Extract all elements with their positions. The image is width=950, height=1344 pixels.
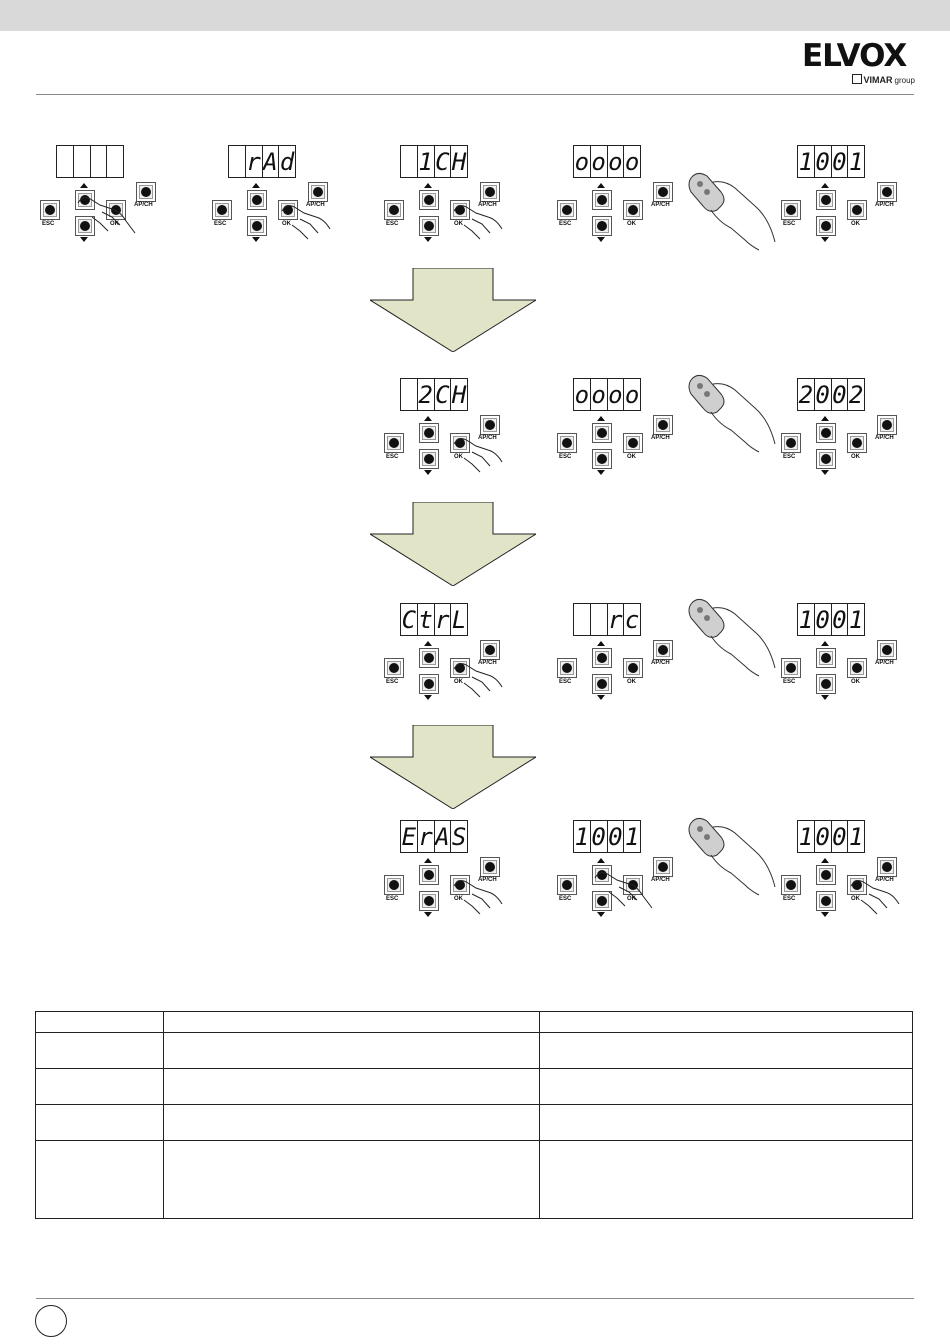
up-button[interactable]: [816, 423, 836, 443]
led-display: o o o o: [573, 145, 641, 178]
down-arrow-icon: [597, 470, 605, 475]
table-row: [36, 1105, 913, 1141]
esc-button[interactable]: [781, 433, 801, 453]
ok-label: OK: [454, 221, 463, 227]
apch-label: AP/CH: [875, 660, 894, 666]
table-cell: [163, 1141, 540, 1219]
down-button[interactable]: [592, 674, 612, 694]
finger-press-ok-icon: [781, 820, 901, 930]
panel-r1-3: [384, 145, 504, 255]
panel-r1-5: [781, 145, 901, 255]
up-arrow-icon: [821, 641, 829, 646]
ok-label: OK: [627, 454, 636, 460]
ok-label: OK: [627, 896, 636, 902]
down-button[interactable]: [592, 216, 612, 236]
table-cell: [36, 1069, 164, 1105]
ok-button[interactable]: [623, 658, 643, 678]
down-button[interactable]: [592, 449, 612, 469]
footer-divider: [36, 1298, 914, 1299]
esc-label: ESC: [42, 221, 55, 227]
panel-r4-1: [384, 820, 504, 930]
esc-label: ESC: [386, 454, 399, 460]
apch-label: AP/CH: [875, 435, 894, 441]
apch-label: AP/CH: [478, 877, 497, 883]
ok-button[interactable]: [623, 200, 643, 220]
esc-label: ESC: [386, 896, 399, 902]
logo-wordmark: ELVOX: [802, 38, 907, 74]
panel-r4-2: [557, 820, 677, 930]
panel-r3-1: [384, 603, 504, 713]
up-button[interactable]: [816, 648, 836, 668]
up-button[interactable]: [592, 190, 612, 210]
table-row: [36, 1141, 913, 1219]
finger-press-ok-icon: [384, 378, 504, 488]
table-cell: [540, 1141, 913, 1219]
ok-button[interactable]: [847, 200, 867, 220]
down-arrow-icon: [821, 470, 829, 475]
esc-label: ESC: [783, 221, 796, 227]
table-cell: [540, 1033, 913, 1069]
vimar-icon: [852, 74, 862, 84]
ok-button[interactable]: [847, 658, 867, 678]
table-cell: [163, 1069, 540, 1105]
panel-r1-1: [40, 145, 160, 255]
esc-label: ESC: [783, 896, 796, 902]
ok-label: OK: [851, 896, 860, 902]
ok-label: OK: [454, 679, 463, 685]
panel-r2-1: [384, 378, 504, 488]
panel-r1-2: [212, 145, 332, 255]
table-cell: [163, 1105, 540, 1141]
ok-label: OK: [851, 679, 860, 685]
elvox-logo: [802, 40, 917, 90]
flow-arrow-down-icon: [370, 268, 536, 352]
apch-label: AP/CH: [651, 877, 670, 883]
apch-label: AP/CH: [478, 435, 497, 441]
table-cell: [540, 1105, 913, 1141]
vimar-group-label: VIMAR group: [852, 74, 915, 85]
led-display: C t r L: [400, 603, 468, 636]
page-number-circle: [35, 1305, 67, 1337]
led-display: E r A S: [400, 820, 468, 853]
apch-label: AP/CH: [306, 202, 325, 208]
led-display: 1 0 0 1: [797, 603, 865, 636]
table-cell: [36, 1012, 164, 1033]
ok-label: OK: [454, 896, 463, 902]
esc-label: ESC: [559, 454, 572, 460]
panel-r3-2: [557, 603, 677, 713]
parameter-table: [35, 1011, 913, 1219]
finger-press-ok-icon: [384, 145, 504, 255]
esc-label: ESC: [559, 221, 572, 227]
apch-label: AP/CH: [651, 202, 670, 208]
up-arrow-icon: [597, 183, 605, 188]
table-cell: [163, 1033, 540, 1069]
ok-label: OK: [627, 221, 636, 227]
esc-button[interactable]: [781, 658, 801, 678]
apch-button[interactable]: [877, 640, 897, 660]
up-arrow-icon: [597, 416, 605, 421]
finger-press-up-icon: [40, 145, 160, 255]
ok-label: OK: [851, 221, 860, 227]
esc-button[interactable]: [781, 200, 801, 220]
esc-label: ESC: [783, 454, 796, 460]
down-arrow-icon: [597, 237, 605, 242]
led-display: o o o o: [573, 378, 641, 411]
apch-button[interactable]: [653, 640, 673, 660]
led-display: 1 0 0 1: [797, 820, 865, 853]
top-header-bar: [0, 0, 950, 31]
apch-button[interactable]: [877, 415, 897, 435]
up-arrow-icon: [821, 183, 829, 188]
apch-button[interactable]: [653, 182, 673, 202]
up-button[interactable]: [816, 190, 836, 210]
esc-label: ESC: [559, 679, 572, 685]
up-arrow-icon: [821, 416, 829, 421]
table-cell: [540, 1069, 913, 1105]
up-button[interactable]: [592, 648, 612, 668]
up-button[interactable]: [592, 423, 612, 443]
table-cell: [540, 1012, 913, 1033]
esc-button[interactable]: [557, 200, 577, 220]
ok-label: OK: [851, 454, 860, 460]
esc-label: ESC: [386, 221, 399, 227]
led-display: 1 0 0 1: [797, 145, 865, 178]
apch-label: AP/CH: [651, 660, 670, 666]
remote-control-icon: [685, 170, 777, 252]
remote-control-icon: [685, 815, 777, 897]
panel-r2-3: [781, 378, 901, 488]
finger-press-up-icon: [557, 820, 677, 930]
apch-button[interactable]: [877, 182, 897, 202]
esc-label: ESC: [559, 896, 572, 902]
led-display: r c: [573, 603, 641, 636]
ok-label: OK: [110, 221, 119, 227]
led-display: 1 C H: [400, 145, 468, 178]
down-arrow-icon: [821, 237, 829, 242]
down-button[interactable]: [816, 674, 836, 694]
table-cell: [36, 1033, 164, 1069]
led-display: r A d: [228, 145, 296, 178]
apch-label: AP/CH: [478, 202, 497, 208]
up-arrow-icon: [597, 641, 605, 646]
table-cell: [36, 1141, 164, 1219]
ok-label: OK: [627, 679, 636, 685]
apch-button[interactable]: [653, 415, 673, 435]
down-arrow-icon: [821, 695, 829, 700]
panel-r4-3: [781, 820, 901, 930]
table-row: [36, 1012, 913, 1033]
esc-label: ESC: [214, 221, 227, 227]
table-row: [36, 1069, 913, 1105]
remote-control-icon: [685, 596, 777, 678]
panel-r3-3: [781, 603, 901, 713]
esc-button[interactable]: [557, 658, 577, 678]
apch-label: AP/CH: [651, 435, 670, 441]
apch-label: AP/CH: [134, 202, 153, 208]
table-cell: [163, 1012, 540, 1033]
finger-press-ok-icon: [212, 145, 332, 255]
finger-press-ok-icon: [384, 603, 504, 713]
esc-button[interactable]: [557, 433, 577, 453]
ok-label: OK: [454, 454, 463, 460]
table-row: [36, 1033, 913, 1069]
finger-press-ok-icon: [384, 820, 504, 930]
esc-label: ESC: [386, 679, 399, 685]
header-divider: [36, 94, 914, 95]
flow-arrow-down-icon: [370, 502, 536, 586]
down-button[interactable]: [816, 449, 836, 469]
panel-r2-2: [557, 378, 677, 488]
led-display: 2 C H: [400, 378, 468, 411]
flow-arrow-down-icon: [370, 725, 536, 809]
down-arrow-icon: [597, 695, 605, 700]
ok-label: OK: [282, 221, 291, 227]
ok-button[interactable]: [623, 433, 643, 453]
apch-label: AP/CH: [875, 877, 894, 883]
led-display: 1 0 0 1: [573, 820, 641, 853]
table-cell: [36, 1105, 164, 1141]
ok-button[interactable]: [847, 433, 867, 453]
led-display: 2 0 0 2: [797, 378, 865, 411]
apch-label: AP/CH: [478, 660, 497, 666]
apch-label: AP/CH: [875, 202, 894, 208]
down-button[interactable]: [816, 216, 836, 236]
esc-label: ESC: [783, 679, 796, 685]
panel-r1-4: [557, 145, 677, 255]
remote-control-icon: [685, 372, 777, 454]
